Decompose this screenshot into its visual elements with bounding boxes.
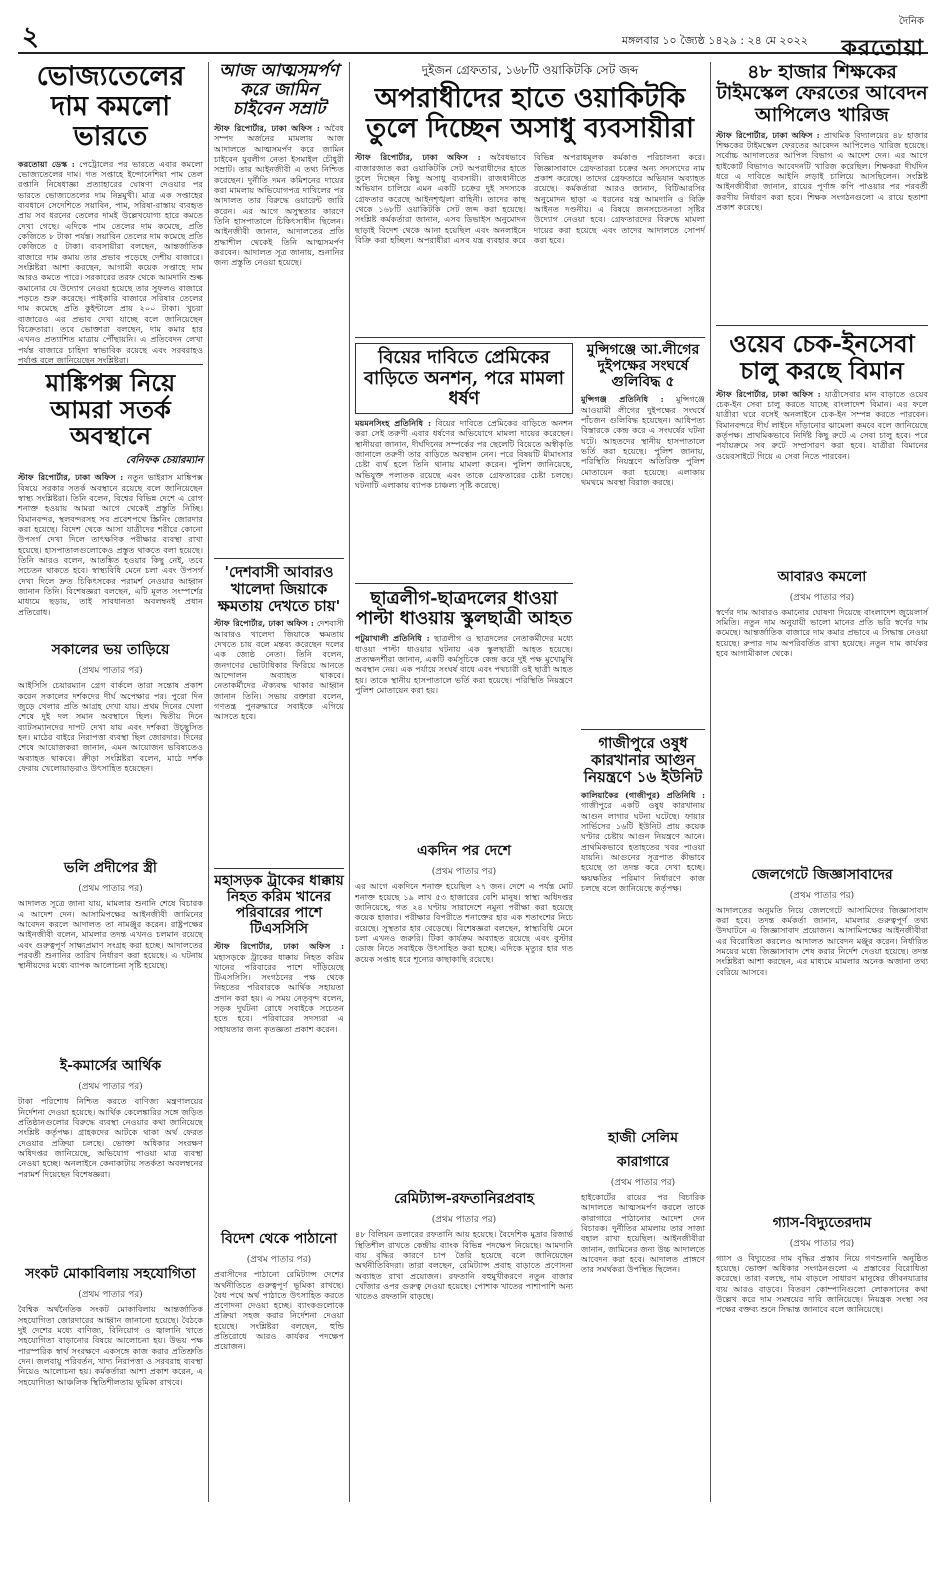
article-body <box>355 633 573 833</box>
article <box>18 1262 203 1469</box>
headline: গ্যাস-বিদ্যুতেরদাম <box>772 1214 872 1231</box>
paper-name-main: করতোয়া <box>841 36 924 61</box>
article-body <box>355 418 573 578</box>
byline: পটুয়াখালী প্রতিনিধি : <box>355 633 430 644</box>
sub-byline: বেনিফক চেয়ারম্যান <box>125 455 203 467</box>
headline: সকালের ভয় তাড়িয়ে <box>51 642 170 659</box>
masthead <box>18 10 928 61</box>
headline: সংকট মোকাবিলায় সহযোগিতা <box>25 1266 196 1283</box>
headline: বিয়ের দাবিতে প্রেমিকের বাড়িতে অনশন, পরে মামলা ধর্ষণ <box>364 347 564 409</box>
article-text: নতুন ভাইরাস মাঙ্কিপক্স বিষয়ে সরকার সতর্ক অবস্থানে রয়েছে বলে জানিয়েছেন স্বাস্থ্য সংশ্লিষ্টরা। তিনি বলেন, বিশ্বের বিভিন্ন দেশে এ রোগ শনাক্ত হওয়ায় আমরা আগে থেকেই প্রস্তুতি নিচ্ছি। বিমানবন্দর, স্থলবন্দরসহ সব প্রবেশপথে স্ক্রিনিং জোরদার করা হয়েছে। বিদেশ থেকে আসা যাত্রীদের শরীরে কোনো উপসর্গ দেখা দিলে তাৎক্ষণিক পরীক্ষার ব্যবস্থা রাখা হয়েছে। হাসপাতালগুলোকেও প্রস্তুত থাকতে বলা হয়েছে। তিনি আরও বলেন, আতঙ্কিত হওয়ার কিছু নেই, তবে সচেতন থাকতে হবে। স্বাস্থ্যবিধি মেনে চলা এবং উপসর্গ দেখা দিলে দ্রুত চিকিৎসকের পরামর্শ নেওয়ার আহ্বান জানান তিনি। বিশেষজ্ঞরা বলছেন, এটি মূলত সংস্পর্শের মাধ্যমে ছড়ায়, তাই সাবধানতা অবলম্বনই প্রধান প্রতিরোধ। <box>18 472 204 617</box>
article-body: টাকা পরিশোধ নিশ্চিত করতে বাণিজ্য মন্ত্রণালয়ের নির্দেশনা দেওয়া হয়েছে। আর্থিক কেলেঙ্কারির সঙ্গে জড়িত প্রতিষ্ঠানগুলোর বিরুদ্ধে ব্যবস্থা নেওয়ার কথা জানিয়েছে সংশ্লিষ্ট কর্তৃপক্ষ। গ্রাহকদের আটকে থাকা অর্থ ফেরত দেওয়ার প্রক্রিয়া চলছে। ভোক্তা অধিকার সংরক্ষণ অধিদপ্তর জানিয়েছে, অভিযোগ পাওয়া মাত্র ব্যবস্থা নেওয়া হচ্ছে। অনলাইনে কেনাকাটায় সতর্কতা অবলম্বনের পরামর্শ দিয়েছেন বিশেষজ্ঞরা। <box>18 1096 203 1179</box>
article-text: পেট্রোলের পর ভারতে এবার কমলো ভোজ্যতেলের দাম। গত সপ্তাহে ইন্দোনেশিয়া পাম তেল রপ্তানি নিষেধাজ্ঞা প্রত্যাহারের ঘোষণা দেওয়ার পর ভারতে ভোজ্যতেলের দাম নিম্নমুখী। মাত্র এক সপ্তাহের ব্যবধানে সেদেশিতে সয়াবিন, পাম, সরিষা-রাস্তায় ব্যবহৃত প্রায় সব ধরনের তেলের দামই উল্লেখযোগ্য হারে কমতে দেখা গেছে। এদিকে পাম তেলের দাম কমেছে, প্রতি কেজিতে ৮ টাকা পর্যন্ত। সয়াবিন তেলের দাম কমেছে প্রতি কেজিতে ৫ টাকা। ব্যবসায়ীরা বলছেন, আন্তর্জাতিক বাজারে দাম কমায় তার প্রভাব পড়েছে দেশীয় বাজারে। সংশ্লিষ্টরা আশা করছেন, আগামী কয়েক সপ্তাহে দাম আরও কমতে পারে। সরকারের তরফ থেকে আমদানি শুল্ক কমানোর যে উদ্যোগ নেওয়া হয়েছে তার সুফলও বাজারে পড়তে শুরু করেছে। পাইকারি বাজারে সরিষার তেলের দাম কমেছে প্রতি কুইন্টালে প্রায় ২০০ টাকা। খুচরা বাজারেও এর প্রভাব দেখা যাচ্ছে বলে জানিয়েছেন বিক্রেতারা। তবে ভোক্তারা বলছেন, দাম কমার হার এখনও প্রত্যাশিত মাত্রায় পৌঁছায়নি। এ প্রতিবেদন লেখা পর্যন্ত বাজারে চাহিদা স্বাভাবিক রয়েছে এবং সরবরাহও পর্যাপ্ত বলে জানিয়েছেন সংশ্লিষ্টরা। <box>18 158 203 365</box>
headline: ভোজ্যতেলের দাম কমলো ভারতে <box>36 61 185 153</box>
paper-name <box>814 14 924 68</box>
byline: স্টাফ রিপোর্টার, ঢাকা অফিস : <box>214 123 320 134</box>
headline: জেলগেটে জিজ্ঞাসাবাদের <box>751 866 893 883</box>
headline: আবারও কমলো <box>777 568 867 585</box>
article-body <box>355 152 705 332</box>
article-body <box>214 941 344 1221</box>
page-number: ২ <box>22 22 39 52</box>
continued-label: (প্রথম পাতার পর) <box>78 666 143 677</box>
article-body <box>214 123 344 553</box>
article-text: যাত্রীসেবার মান বাড়াতে ওয়েব চেক-ইন সেবা চালু করতে যাচ্ছে বাংলাদেশ বিমান। এর ফলে যাত্রীরা ঘরে বসেই অনলাইনে চেক-ইন সম্পন্ন করতে পারবেন। বিমানবন্দরে দীর্ঘ লাইনে দাঁড়ানোর ঝামেলা কমবে বলে জানিয়েছে কর্তৃপক্ষ। প্রাথমিকভাবে নির্দিষ্ট কিছু রুটে এ সেবা চালু হবে। পরে পর্যায়ক্রমে সব রুটে সম্প্রসারণ করা হবে। যাত্রীরা বিমানের ওয়েবসাইটে গিয়ে এ সেবা নিতে পারবেন। <box>716 388 928 461</box>
byline: স্টাফ রিপোর্টার, ঢাকা অফিস : <box>214 618 314 629</box>
headline: ছাত্রলীগ-ছাত্রদলের ধাওয়া পাল্টা ধাওয়ায় স্কুলছাত্রী আহত <box>355 587 573 630</box>
lead-article <box>355 62 705 332</box>
byline: ময়মনসিংহ প্রতিনিধি : <box>355 417 431 428</box>
article <box>716 565 928 857</box>
article-body <box>581 394 705 724</box>
byline: স্টাফ রিপোর্টার, ঢাকা অফিস : <box>716 129 820 140</box>
kicker: দুইজন গ্রেফতার, ১৬৮টি ওয়াকিটকি সেট জব্দ <box>421 63 639 77</box>
headline: ৪৮ হাজার শিক্ষকের টাইমস্কেল ফেরতের আবেদন আপিলেও খারিজ <box>716 61 928 126</box>
continued-label: (প্রথম পাতার পর) <box>78 1082 143 1093</box>
headline: আজ আত্মসমর্পণ করে জামিন চাইবেন সম্রাট <box>219 61 339 120</box>
article-text: বিয়ের দাবিতে প্রেমিকের বাড়িতে অনশন করা সেই তরুণী এবার ধর্ষণের অভিযোগে মামলা দায়ের করেছেন। স্থানীয়রা জানান, দীর্ঘদিনের সম্পর্কের পর ছেলেটি বিয়েতে অস্বীকৃতি জানালে তরুণী তার বাড়িতে অবস্থান নেন। পরে বিষয়টি মীমাংসার চেষ্টা ব্যর্থ হলে তিনি থানায় মামলা করেন। পুলিশ জানিয়েছে, অভিযুক্ত পলাতক রয়েছে এবং তাকে গ্রেফতারের চেষ্টা চলছে। ঘটনাটি এলাকায় ব্যাপক চাঞ্চল্য সৃষ্টি করেছে। <box>355 417 573 490</box>
article <box>214 1227 344 1569</box>
article <box>18 367 204 633</box>
article-text: ছাত্রলীগ ও ছাত্রদলের নেতাকর্মীদের মধ্যে ধাওয়া পাল্টা ধাওয়ার ঘটনায় এক স্কুলছাত্রী আহত হয়েছে। প্রত্যক্ষদর্শীরা জানান, একটি কর্মসূচিকে কেন্দ্র করে দুই পক্ষ মুখোমুখি অবস্থান নেয়। এক পর্যায়ে সংঘর্ষ বাধে এবং পথচারী ওই ছাত্রী আহত হয়। তাকে স্থানীয় হাসপাতালে ভর্তি করা হয়েছে। পরিস্থিতি নিয়ন্ত্রণে পুলিশ মোতায়েন করা হয়। <box>355 633 573 695</box>
article-body: আদালতের অনুমতি নিয়ে জেলগেটে আসামিদের জিজ্ঞাসাবাদ করা হবে। তদন্ত কর্মকর্তা জানান, মামলার গুরুত্বপূর্ণ তথ্য উদঘাটনে এ জিজ্ঞাসাবাদ প্রয়োজন। আসামিপক্ষের আইনজীবীরা এর বিরোধিতা করলেও আদালত আবেদন মঞ্জুর করেন। নির্ধারিত সময়ের মধ্যে জিজ্ঞাসাবাদ শেষ করার নির্দেশ দেওয়া হয়েছে। তদন্ত সংশ্লিষ্টরা আশা করছেন, এর মাধ্যমে মামলার অনেক অজানা তথ্য বেরিয়ে আসবে। <box>716 904 928 977</box>
article <box>716 863 928 1205</box>
article-body: এর আগে একদিনে শনাক্ত হয়েছিল ২৭ জন। দেশে এ পর্যন্ত মোট শনাক্ত হয়েছে ১৯ লাখ ৫৩ হাজারের বেশি মানুষ। স্বাস্থ্য অধিদপ্তর জানিয়েছে, গত ২৪ ঘণ্টায় সারাদেশে নমুনা পরীক্ষা করা হয়েছে কয়েক হাজার। পরীক্ষার বিপরীতে শনাক্তের হার এক শতাংশের নিচে রয়েছে। সুস্থতার হার বেড়েছে। বিশেষজ্ঞরা বলছেন, স্বাস্থ্যবিধি মেনে চলা এখনও জরুরি। টিকা কার্যক্রম অব্যাহত রয়েছে এবং বুস্টার ডোজ নিতে সবাইকে উৎসাহিত করা হচ্ছে। এদিকে মৃত্যুর হার গত কয়েক সপ্তাহ ধরে শূন্যের কাছাকাছি রয়েছে। <box>355 881 573 964</box>
article-body <box>214 618 344 863</box>
article-body <box>18 158 203 365</box>
continued-label: (প্রথম পাতার পর) <box>78 884 143 895</box>
article-body: হাইকোর্টের রায়ের পর বিচারিক আদালতে আত্মসমর্পণ করলে তাকে কারাগারে পাঠানোর আদেশ দেন বিচারক। দুর্নীতির মামলায় তার সাজা বহাল রাখা হয়েছিল। আইনজীবীরা জানান, জামিনের জন্য উচ্চ আদালতে আবেদন করা হবে। আদালত প্রাঙ্গণে তার সমর্থকরা উপস্থিত ছিলেন। <box>581 1191 705 1275</box>
headline: হাজী সেলিম কারাগারে <box>608 1129 678 1170</box>
article-text: দেশবাসী আবারও খালেদা জিয়াকে ক্ষমতায় দেখতে চায় বলে মন্তব্য করেছেন দলের এক জ্যেষ্ঠ নেতা। তিনি বলেন, জনগণের ভোটাধিকার ফিরিয়ে আনতে আন্দোলন অব্যাহত থাকবে। নেতাকর্মীদের ঐক্যবদ্ধ থাকার আহ্বান জানান তিনি। সভায় বক্তারা বলেন, গণতন্ত্র পুনরুদ্ধারে সবাইকে এগিয়ে আসতে হবে। <box>214 618 344 722</box>
byline: স্টাফ রিপোর্টার, ঢাকা অফিস : <box>716 388 821 399</box>
article-body: আদালত সূত্রে জানা যায়, মামলার শুনানি শেষে বিচারক এ আদেশ দেন। আসামিপক্ষের আইনজীবী জামিনের আবেদন করলে আদালত তা নামঞ্জুর করেন। রাষ্ট্রপক্ষের আইনজীবী বলেন, মামলার তদন্ত এখনও চলমান রয়েছে এবং গুরুত্বপূর্ণ সাক্ষ্যপ্রমাণ সংগ্রহ করা হচ্ছে। আদালতের পরবর্তী শুনানির তারিখ নির্ধারণ করা হয়েছে। এ ঘটনায় স্থানীয়দের মধ্যে ব্যাপক আলোচনা সৃষ্টি হয়েছে। <box>18 898 203 971</box>
article-body: প্রবাসীদের পাঠানো রেমিট্যান্স দেশের অর্থনীতিতে গুরুত্বপূর্ণ ভূমিকা রাখছে। বৈধ পথে অর্থ পাঠাতে উৎসাহিত করতে প্রণোদনা দেওয়া হচ্ছে। ব্যাংকগুলোকে প্রক্রিয়া সহজ করার নির্দেশনা দেওয়া হয়েছে। সংশ্লিষ্টরা বলছেন, হুন্ডি প্রতিরোধে আরও কার্যকর পদক্ষেপ প্রয়োজন। <box>214 1269 344 1352</box>
article <box>716 1211 928 1513</box>
headline: 'দেশবাসী আবারও খালেদা জিয়াকে ক্ষমতায় দেখতে চায়' <box>217 563 341 615</box>
continued-label: (প্রথম পাতার পর) <box>78 1290 143 1301</box>
headline-box <box>355 343 573 413</box>
article <box>716 62 928 320</box>
article <box>18 1054 203 1256</box>
headline: মুন্সিগঞ্জে আ.লীগের দুইপক্ষের সংঘর্ষে গুলিবিদ্ধ ৫ <box>586 342 700 390</box>
column-4 <box>581 343 705 1441</box>
article-body: গ্যাস ও বিদ্যুতের দাম বৃদ্ধির প্রস্তাব নিয়ে গণশুনানি অনুষ্ঠিত হয়েছে। ভোক্তা অধিকার সংগঠনগুলো এ প্রস্তাবের বিরোধিতা করেছে। তারা বলছে, দাম বাড়লে সাধারণ মানুষের জীবনযাত্রার ব্যয় আরও বাড়বে। বিতরণ কোম্পানিগুলো লোকসানের কথা উল্লেখ করে দাম সমন্বয়ের দাবি জানিয়েছে। নিয়ন্ত্রক সংস্থা সব পক্ষের বক্তব্য শুনে সিদ্ধান্ত জানাবে বলে জানিয়েছে। <box>716 1252 928 1315</box>
byline: স্টাফ রিপোর্টার, ঢাকা অফিস : <box>355 152 481 163</box>
article <box>18 856 203 1048</box>
article-text: অবৈধভাবে বাজারজাত করা ওয়াকিটকি সেট অপরাধীদের হাতে তুলে দিচ্ছেন কিছু অসাধু ব্যবসায়ী। রাজধানীতে অভিযান চালিয়ে এমন একটি চক্রের দুই সদস্যকে গ্রেফতার করেছে আইনশৃঙ্খলা বাহিনী। তাদের কাছ থেকে ১৬৮টি ওয়াকিটকি সেট জব্দ করা হয়েছে। সংশ্লিষ্ট কর্মকর্তারা জানান, এসব ডিভাইস অনুমোদন ছাড়াই বিদেশ থেকে আনা হয়েছিল এবং অনলাইনে বিক্রি করা হচ্ছিল। অপরাধীরা এসব যন্ত্র ব্যবহার করে বিভিন্ন অপরাধমূলক কর্মকাণ্ড পরিচালনা করে। জিজ্ঞাসাবাদে গ্রেফতাররা চক্রের অন্য সদস্যদের নাম প্রকাশ করেছে। তাদের গ্রেফতারে অভিযান অব্যাহত রয়েছে। কর্মকর্তারা আরও জানান, বিটিআরসির অনুমোদন ছাড়া এ ধরনের যন্ত্র আমদানি ও বিক্রি আইনত দণ্ডনীয়। এ বিষয়ে জনসচেতনতা সৃষ্টির উদ্যোগ নেওয়া হবে। গ্রেফতারদের বিরুদ্ধে মামলা দায়ের করা হয়েছে এবং তাদের আদালতে সোপর্দ করা হবে। <box>355 152 705 246</box>
article-text: অবৈধ সম্পদ অর্জনের মামলায় আজ আদালতে আত্মসমর্পণ করে জামিন চাইবেন যুবলীগ নেতা ইসমাইল চৌধুরী সম্রাট। তার আইনজীবী এ তথ্য নিশ্চিত করেছেন। দুর্নীতি দমন কমিশনের দায়ের করা মামলায় অভিযোগপত্র দাখিলের পর আদালত তার বিরুদ্ধে ওয়ারেন্ট জারি করেন। এর আগে অসুস্থতার কারণে তিনি হাসপাতালে চিকিৎসাধীন ছিলেন। আইনজীবী জানান, আদালতের প্রতি শ্রদ্ধাশীল থেকেই তিনি আত্মসমর্পণ করবেন। আদালত সূত্র জানায়, শুনানির জন্য প্রস্তুতি নেওয়া হয়েছে। <box>214 123 344 268</box>
continued-label: (প্রথম পাতার পর) <box>789 890 855 901</box>
byline: স্টাফ রিপোর্টার, ঢাকা অফিস : <box>214 941 344 952</box>
column-3 <box>355 62 705 1479</box>
headline: ওয়েব চেক-ইনসেবা চালু করছে বিমান <box>729 328 915 385</box>
article <box>214 874 344 1221</box>
column-5 <box>716 62 928 1513</box>
article-text: মহাসড়কে ট্রাকের ধাক্কায় নিহত করিম খানের পরিবারের পাশে দাঁড়িয়েছে টিএসসিসি। সংগঠনের পক্ষ থেকে নিহতের পরিবারকে আর্থিক সহায়তা প্রদান করা হয়। এ সময় নেতৃবৃন্দ বলেন, সড়ক দুর্ঘটনা রোধে সবাইকে সচেতন হতে হবে। পরিবারের সদস্যরা এ সহায়তার জন্য কৃতজ্ঞতা প্রকাশ করেন। <box>214 951 344 1034</box>
byline: মুন্সিগঞ্জ প্রতিনিধি : <box>581 394 664 405</box>
headline: ভলি প্রদীপের স্ত্রী <box>64 860 157 877</box>
article <box>18 638 203 850</box>
column-2 <box>214 62 344 1569</box>
paper-name-small: দৈনিক <box>898 16 924 27</box>
headline: গাজীপুরে ওষুধ কারখানার আগুন নিয়ন্ত্রণে ১৬ ইউনিট <box>583 734 703 787</box>
date-line: মঙ্গলবার ১০ জ্যৈষ্ঠ ১৪২৯ : ২৪ মে ২০২২ <box>621 34 808 47</box>
continued-label: (প্রথম পাতার পর) <box>789 1238 855 1249</box>
lead-headline: অপরাধীদের হাতে ওয়াকিটকি তুলে দিচ্ছেন অসাধু ব্যবসায়ীরা <box>366 83 694 145</box>
column-1 <box>18 62 203 1469</box>
continued-label: (প্রথম পাতার পর) <box>431 867 497 878</box>
byline: করতোয়া ডেস্ক : <box>18 158 75 169</box>
article <box>581 1126 705 1442</box>
article-body: আইসিসি চেয়ারম্যান গ্রেগ বার্কলে তারা সন্তোষ প্রকাশ করেন সকালের দর্শকদের দীর্ঘ অপেক্ষার পর। পুরো দিন জুড়ে খেলার প্রতি আগ্রহ দেখা যায়। প্রথম দিনের খেলা শেষে দুই দল সমান অবস্থানে ছিল। দ্বিতীয় দিনে ব্যাটসম্যানদের দাপট দেখা যায় এবং দর্শকরা উচ্ছ্বসিত হন। মাঠের বাইরে নিরাপত্তা ব্যবস্থা ছিল জোরদার। দিনের শেষে আয়োজকরা জানান, এমন আয়োজন ভবিষ্যতেও অব্যাহত থাকবে। ক্রীড়া সংশ্লিষ্টরা বলেন, মাঠে দর্শক ফেরায় খেলোয়াড়রাও উৎসাহিত হয়েছেন। <box>18 680 203 773</box>
headline: ই-কমার্সের আর্থিক <box>59 1058 162 1075</box>
article <box>716 328 928 559</box>
article <box>581 343 705 724</box>
article <box>18 61 203 365</box>
headline: বিদেশ থেকে পাঠানো <box>220 1231 338 1248</box>
headline: একদিন পর দেশে <box>416 843 512 860</box>
article-text: মুন্সিগঞ্জে আওয়ামী লীগের দুইপক্ষের সংঘর্ষে পাঁচজন গুলিবিদ্ধ হয়েছেন। আধিপত্য বিস্তারকে কেন্দ্র করে এ সংঘর্ষের ঘটনা ঘটে। আহতদের স্থানীয় হাসপাতালে ভর্তি করা হয়েছে। পুলিশ জানায়, পরিস্থিতি নিয়ন্ত্রণে অতিরিক্ত পুলিশ মোতায়েন করা হয়েছে। এলাকায় থমথমে অবস্থা বিরাজ করছে। <box>581 394 705 488</box>
article <box>214 564 344 863</box>
article-body <box>581 790 705 1120</box>
article-body: স্বর্ণের দাম আবারও কমানোর ঘোষণা দিয়েছে বাংলাদেশ জুয়েলার্স সমিতি। নতুন দাম অনুযায়ী ভালো মানের প্রতি ভরি স্বর্ণের দাম কমেছে। আন্তর্জাতিক বাজারে দাম কমার প্রভাবে এ সিদ্ধান্ত নেওয়া হয়েছে। রুপার দাম অপরিবর্তিত রাখা হয়েছে। নতুন দাম কার্যকর হবে আগামীকাল থেকে। <box>716 606 928 658</box>
article <box>214 62 344 553</box>
article-text: প্রাথমিক বিদ্যালয়ের ৪৮ হাজার শিক্ষকের টাইমস্কেল ফেরতের আবেদন আপিলেও খারিজ হয়েছে। সর্বোচ্চ আদালতের আপিল বিভাগ এ আদেশ দেন। এর আগে হাইকোর্ট বিভাগও আবেদনটি খারিজ করেছিল। শিক্ষকরা দীর্ঘদিন ধরে এ দাবিতে আইনি লড়াই চালিয়ে আসছিলেন। সংশ্লিষ্ট আইনজীবীরা জানান, রায়ের পূর্ণাঙ্গ কপি পাওয়ার পর পরবর্তী করণীয় নির্ধারণ করা হবে। শিক্ষক সংগঠনগুলো এ রায়ে হতাশা প্রকাশ করেছে। <box>716 129 928 213</box>
article-body <box>716 130 928 320</box>
headline: মহাসড়ক ট্রাকের ধাক্কায় নিহত করিম খানের পরিবারের পাশে টিএসসিসি <box>214 873 344 937</box>
byline: কালিয়াকৈর (গাজীপুর) প্রতিনিধি : <box>581 789 705 800</box>
article-body <box>18 472 203 632</box>
headline: মাঙ্কিপক্স নিয়ে আমরা সতর্ক অবস্থানে <box>45 367 176 451</box>
article <box>581 735 705 1119</box>
continued-label: (প্রথম পাতার পর) <box>246 1255 312 1266</box>
article-body: ৪৮ বিলিয়ন ডলারের রফতানি আয় হয়েছে। বৈদেশিক মুদ্রার রিজার্ভ স্থিতিশীল রাখতে কেন্দ্রীয় ব্যাংক বিভিন্ন পদক্ষেপ নিয়েছে। আমদানি ব্যয় বৃদ্ধির কারণে চাপ তৈরি হয়েছে বলে জানিয়েছেন অর্থনীতিবিদরা। তারা বলছেন, রেমিট্যান্স প্রবাহ বাড়াতে প্রণোদনা অব্যাহত রাখা প্রয়োজন। রফতানি বহুমুখীকরণে নতুন বাজার খোঁজার ওপর গুরুত্ব দেওয়া হয়েছে। পোশাক খাতের পাশাপাশি অন্য খাতেও রফতানি বাড়ছে। <box>355 1229 573 1302</box>
headline: রেমিট্যান্স-রফতানিরপ্রবাহ <box>394 1191 534 1208</box>
article <box>355 343 573 1479</box>
article-body <box>716 389 928 559</box>
continued-label: (প্রথম পাতার পর) <box>610 1177 676 1188</box>
byline: স্টাফ রিপোর্টার, ঢাকা অফিস : <box>18 472 124 483</box>
article-body: বৈশ্বিক অর্থনৈতিক সংকট মোকাবিলায় আন্তর্জাতিক সহযোগিতা জোরদারের আহ্বান জানানো হয়েছে। বৈঠকে দুই দেশের মধ্যে বাণিজ্য, বিনিয়োগ ও জ্বালানি খাতে সহযোগিতা বাড়ানোর বিষয়ে আলোচনা হয়। উভয় পক্ষ পারস্পরিক স্বার্থ সংরক্ষণে একসঙ্গে কাজ করার প্রতিশ্রুতি দেন। জলবায়ু পরিবর্তন, খাদ্য নিরাপত্তা ও সরবরাহ ব্যবস্থা নিয়েও আলোচনা হয়। কর্মকর্তারা আশা প্রকাশ করেন, এ সহযোগিতা আঞ্চলিক স্থিতিশীলতায় ভূমিকা রাখবে। <box>18 1304 203 1387</box>
continued-label: (প্রথম পাতার পর) <box>431 1215 497 1226</box>
continued-label: (প্রথম পাতার পর) <box>789 592 855 603</box>
article-text: গাজীপুরে একটি ওষুধ কারখানায় আগুন লাগার ঘটনা ঘটেছে। ফায়ার সার্ভিসের ১৬টি ইউনিট প্রায় কয়েক ঘণ্টার চেষ্টায় আগুন নিয়ন্ত্রণে আনে। প্রাথমিকভাবে হতাহতের খবর পাওয়া যায়নি। আগুনের সূত্রপাত কীভাবে হয়েছে তা তদন্ত করে দেখা হচ্ছে। ক্ষয়ক্ষতির পরিমাণ নির্ধারণে কাজ চলছে বলে জানিয়েছে কর্তৃপক্ষ। <box>581 800 705 893</box>
